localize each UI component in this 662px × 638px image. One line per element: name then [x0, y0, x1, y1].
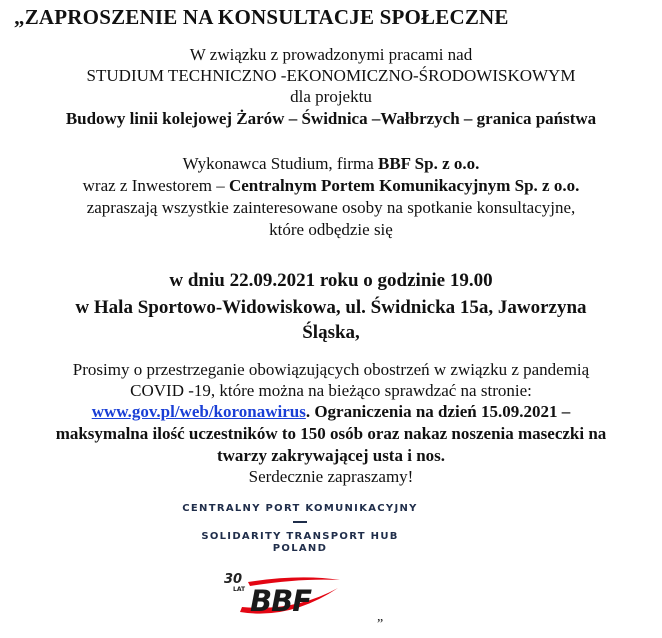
notice-line-1: Prosimy o przestrzeganie obowiązujących obostrzeń w związku z pandemią: [72, 360, 590, 379]
bbf-anniversary-label: LAT: [233, 586, 246, 593]
event-venue: w Hala Sportowo-Widowiskowa, ul. Świdnicka 15a, Jaworzyna: [75, 297, 587, 318]
contractor-line-1: [0, 154, 662, 174]
intro-line-1: W związku z prowadzonymi pracami nad: [189, 45, 473, 64]
cpk-logo: [170, 503, 430, 554]
contractor-line-3: zapraszają wszystkie zainteresowane osoby na spotkanie konsultacyjne,: [86, 198, 576, 217]
investor-prefix: wraz z Inwestorem –: [82, 176, 229, 195]
event-venue-city: Śląska,: [302, 322, 360, 343]
closing-quote: ”: [377, 617, 384, 632]
covid-info-link[interactable]: www.gov.pl/web/koronawirus: [91, 402, 306, 421]
contractor-prefix: Wykonawca Studium, firma: [182, 154, 378, 173]
bbf-logo-text: BBF: [250, 584, 312, 618]
intro-line-2: STUDIUM TECHNICZNO -EKONOMICZNO-ŚRODOWISKOWYM: [86, 66, 576, 85]
document-title: „ZAPROSZENIE NA KONSULTACJE SPOŁECZNE: [14, 5, 509, 29]
closing-greeting: Serdecznie zapraszamy!: [248, 467, 414, 486]
cpk-logo-divider: [293, 521, 307, 523]
restrictions-date: . Ograniczenia na dzień 15.09.2021 –: [305, 402, 571, 421]
cpk-logo-line-2: SOLIDARITY TRANSPORT HUB: [201, 531, 399, 542]
notice-line-4: maksymalna ilość uczestników to 150 osób oraz nakaz noszenia maseczki na: [55, 424, 607, 443]
cpk-logo-line-1: CENTRALNY PORT KOMUNIKACYJNY: [182, 503, 418, 514]
bbf-anniversary-number: 30: [224, 572, 243, 587]
contractor-line-2: [0, 176, 662, 196]
project-name: Budowy linii kolejowej Żarów – Świdnica –Wałbrzych – granica państwa: [65, 109, 597, 128]
contractor-company: BBF Sp. z o.o.: [378, 154, 480, 173]
cpk-logo-line-3: POLAND: [272, 543, 328, 554]
intro-line-3: dla projektu: [290, 87, 372, 106]
event-date: w dniu 22.09.2021 roku o godzinie 19.00: [169, 270, 493, 291]
notice-line-3: [0, 402, 662, 422]
investor-company: Centralnym Portem Komunikacyjnym Sp. z o.o.: [228, 176, 580, 195]
bbf-logo: [220, 572, 344, 628]
notice-line-5: twarzy zakrywającej usta i nos.: [216, 446, 446, 465]
contractor-line-4: które odbędzie się: [269, 220, 393, 239]
notice-line-2: COVID -19, które można na bieżąco sprawdzać na stronie:: [130, 381, 532, 400]
